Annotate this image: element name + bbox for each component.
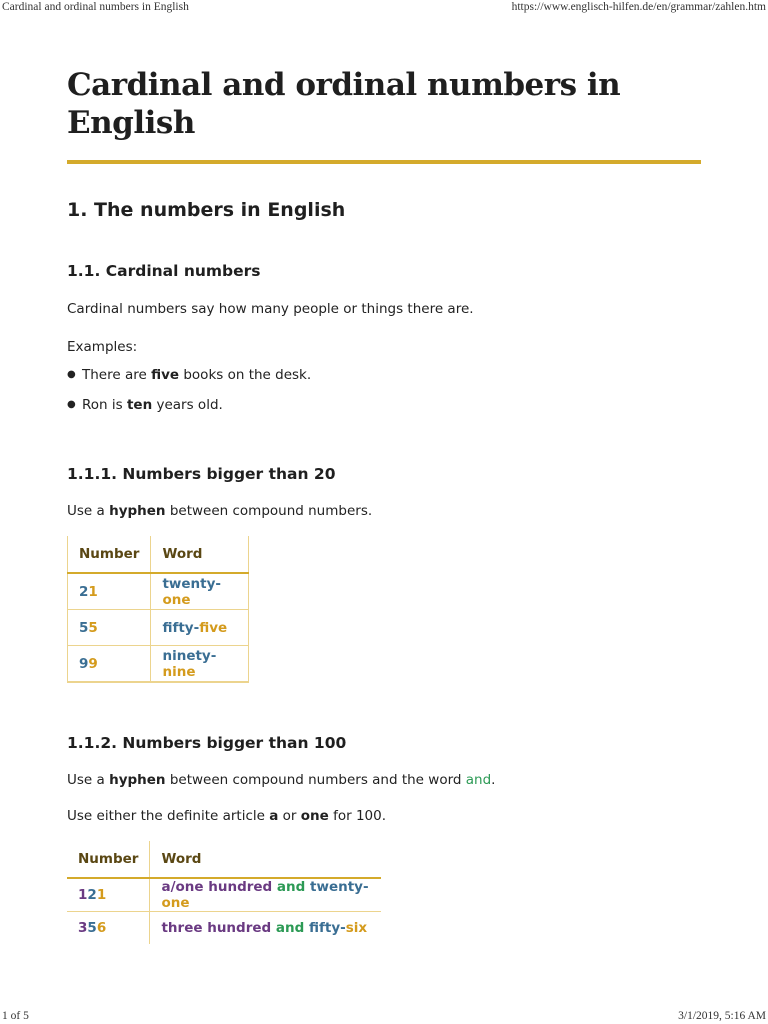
table-row: 121 a/one hundred and twenty-one [67, 878, 381, 912]
table-row: 21 twenty-one [68, 573, 249, 610]
table-row: 55 fifty-five [68, 610, 249, 646]
page-title: Cardinal and ordinal numbers in English [67, 67, 621, 141]
article-rule: Use either the definite article a or one for 100. [67, 808, 387, 824]
hyphen-and-rule: Use a hyphen between compound numbers and the word and. [67, 772, 496, 788]
hyphen-rule: Use a hyphen between compound numbers. [67, 503, 373, 519]
table-row: 99 ninety-nine [68, 646, 249, 683]
examples-label: Examples: [67, 339, 138, 355]
section-heading-over-100: 1.1.2. Numbers bigger than 100 [67, 734, 347, 752]
table-row: 356 three hundred and fifty-six [67, 912, 381, 945]
column-header-number: Number [67, 841, 150, 878]
column-header-word: Word [162, 546, 203, 562]
section-heading-over-20: 1.1.1. Numbers bigger than 20 [67, 465, 336, 483]
table-header-row [67, 841, 381, 878]
title-divider [67, 160, 701, 164]
cardinal-intro: Cardinal numbers say how many people or things there are. [67, 301, 474, 317]
print-header [0, 1, 768, 13]
section-heading-numbers: 1. The numbers in English [67, 199, 346, 221]
print-datetime: 3/1/2019, 5:16 AM [678, 1010, 766, 1022]
numbers-over-100-table [67, 841, 381, 944]
print-header-url: https://www.englisch-hilfen.de/en/grammar/zahlen.htm [511, 1, 766, 13]
print-footer [0, 1010, 768, 1022]
table-header-row [68, 536, 249, 573]
list-item: ● Ron is ten years old. [82, 397, 223, 413]
print-header-title: Cardinal and ordinal numbers in English [2, 1, 189, 13]
section-heading-cardinal: 1.1. Cardinal numbers [67, 262, 261, 280]
numbers-over-20-table [67, 536, 249, 683]
list-item: ● There are five books on the desk. [82, 367, 311, 383]
column-header-number: Number [68, 536, 151, 573]
column-header-word: Word [161, 851, 202, 867]
page-counter: 1 of 5 [2, 1010, 29, 1022]
